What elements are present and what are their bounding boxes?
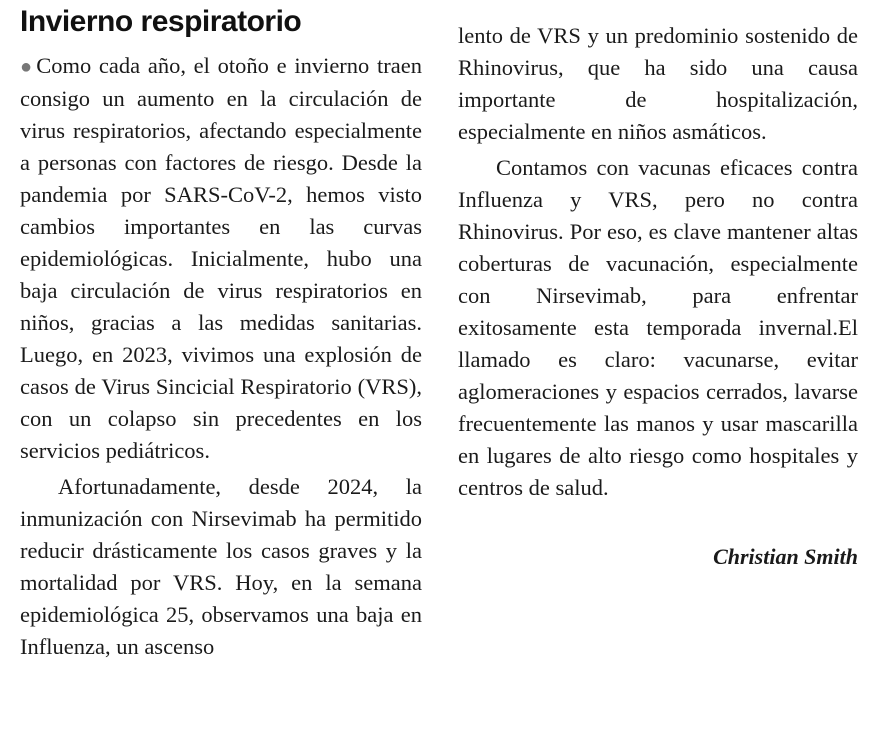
article-paragraph-2: Afortunadamente, desde 2024, la inmunización con Nirsevimab ha permitido reducir drásticamente los casos graves y la mortalidad por VRS. Hoy, en la semana epidemiológica 25, observamos una baja en Influenza, un ascenso <box>20 474 422 659</box>
article-paragraph-4: Contamos con vacunas eficaces contra Influenza y VRS, pero no contra Rhinovirus. Por eso, es clave mantener altas coberturas de vacunación, especialmente con Nirsevimab, para enfrentar exitosamente esta temporada invernal.El llamado es claro: vacunarse, evitar aglomeraciones y espacios cerrados, lavarse frecuentemente las manos y usar mascarilla en lugares de alto riesgo como hospitales y centros de salud. <box>458 155 858 500</box>
article-paragraph-1 <box>20 50 422 467</box>
article-headline: Invierno respiratorio <box>20 5 302 38</box>
article-paragraph-3: lento de VRS y un predominio sostenido de Rhinovirus, que ha sido una causa importante de hospitalización, especialmente en niños asmáticos. <box>458 23 858 144</box>
author-signature: Christian Smith <box>713 544 858 569</box>
bullet-icon: ● <box>20 56 35 78</box>
paragraph-text: Como cada año, el otoño e invierno traen consigo un aumento en la circulación de virus respiratorios, afectando especialmente a personas con factores de riesgo. Desde la pandemia por SARS-CoV-2, hemos visto cambios importantes en las curvas epidemiológicas. Inicialmente, hubo una baja circulación de virus respiratorios en niños, gracias a las medidas sanitarias. Luego, en 2023, vivimos una explosión de casos de Virus Sincicial Respiratorio (VRS), con un colapso sin precedentes en los servicios pediátricos. <box>20 53 422 463</box>
article-column-left <box>20 4 422 663</box>
article-column-right <box>458 20 858 572</box>
